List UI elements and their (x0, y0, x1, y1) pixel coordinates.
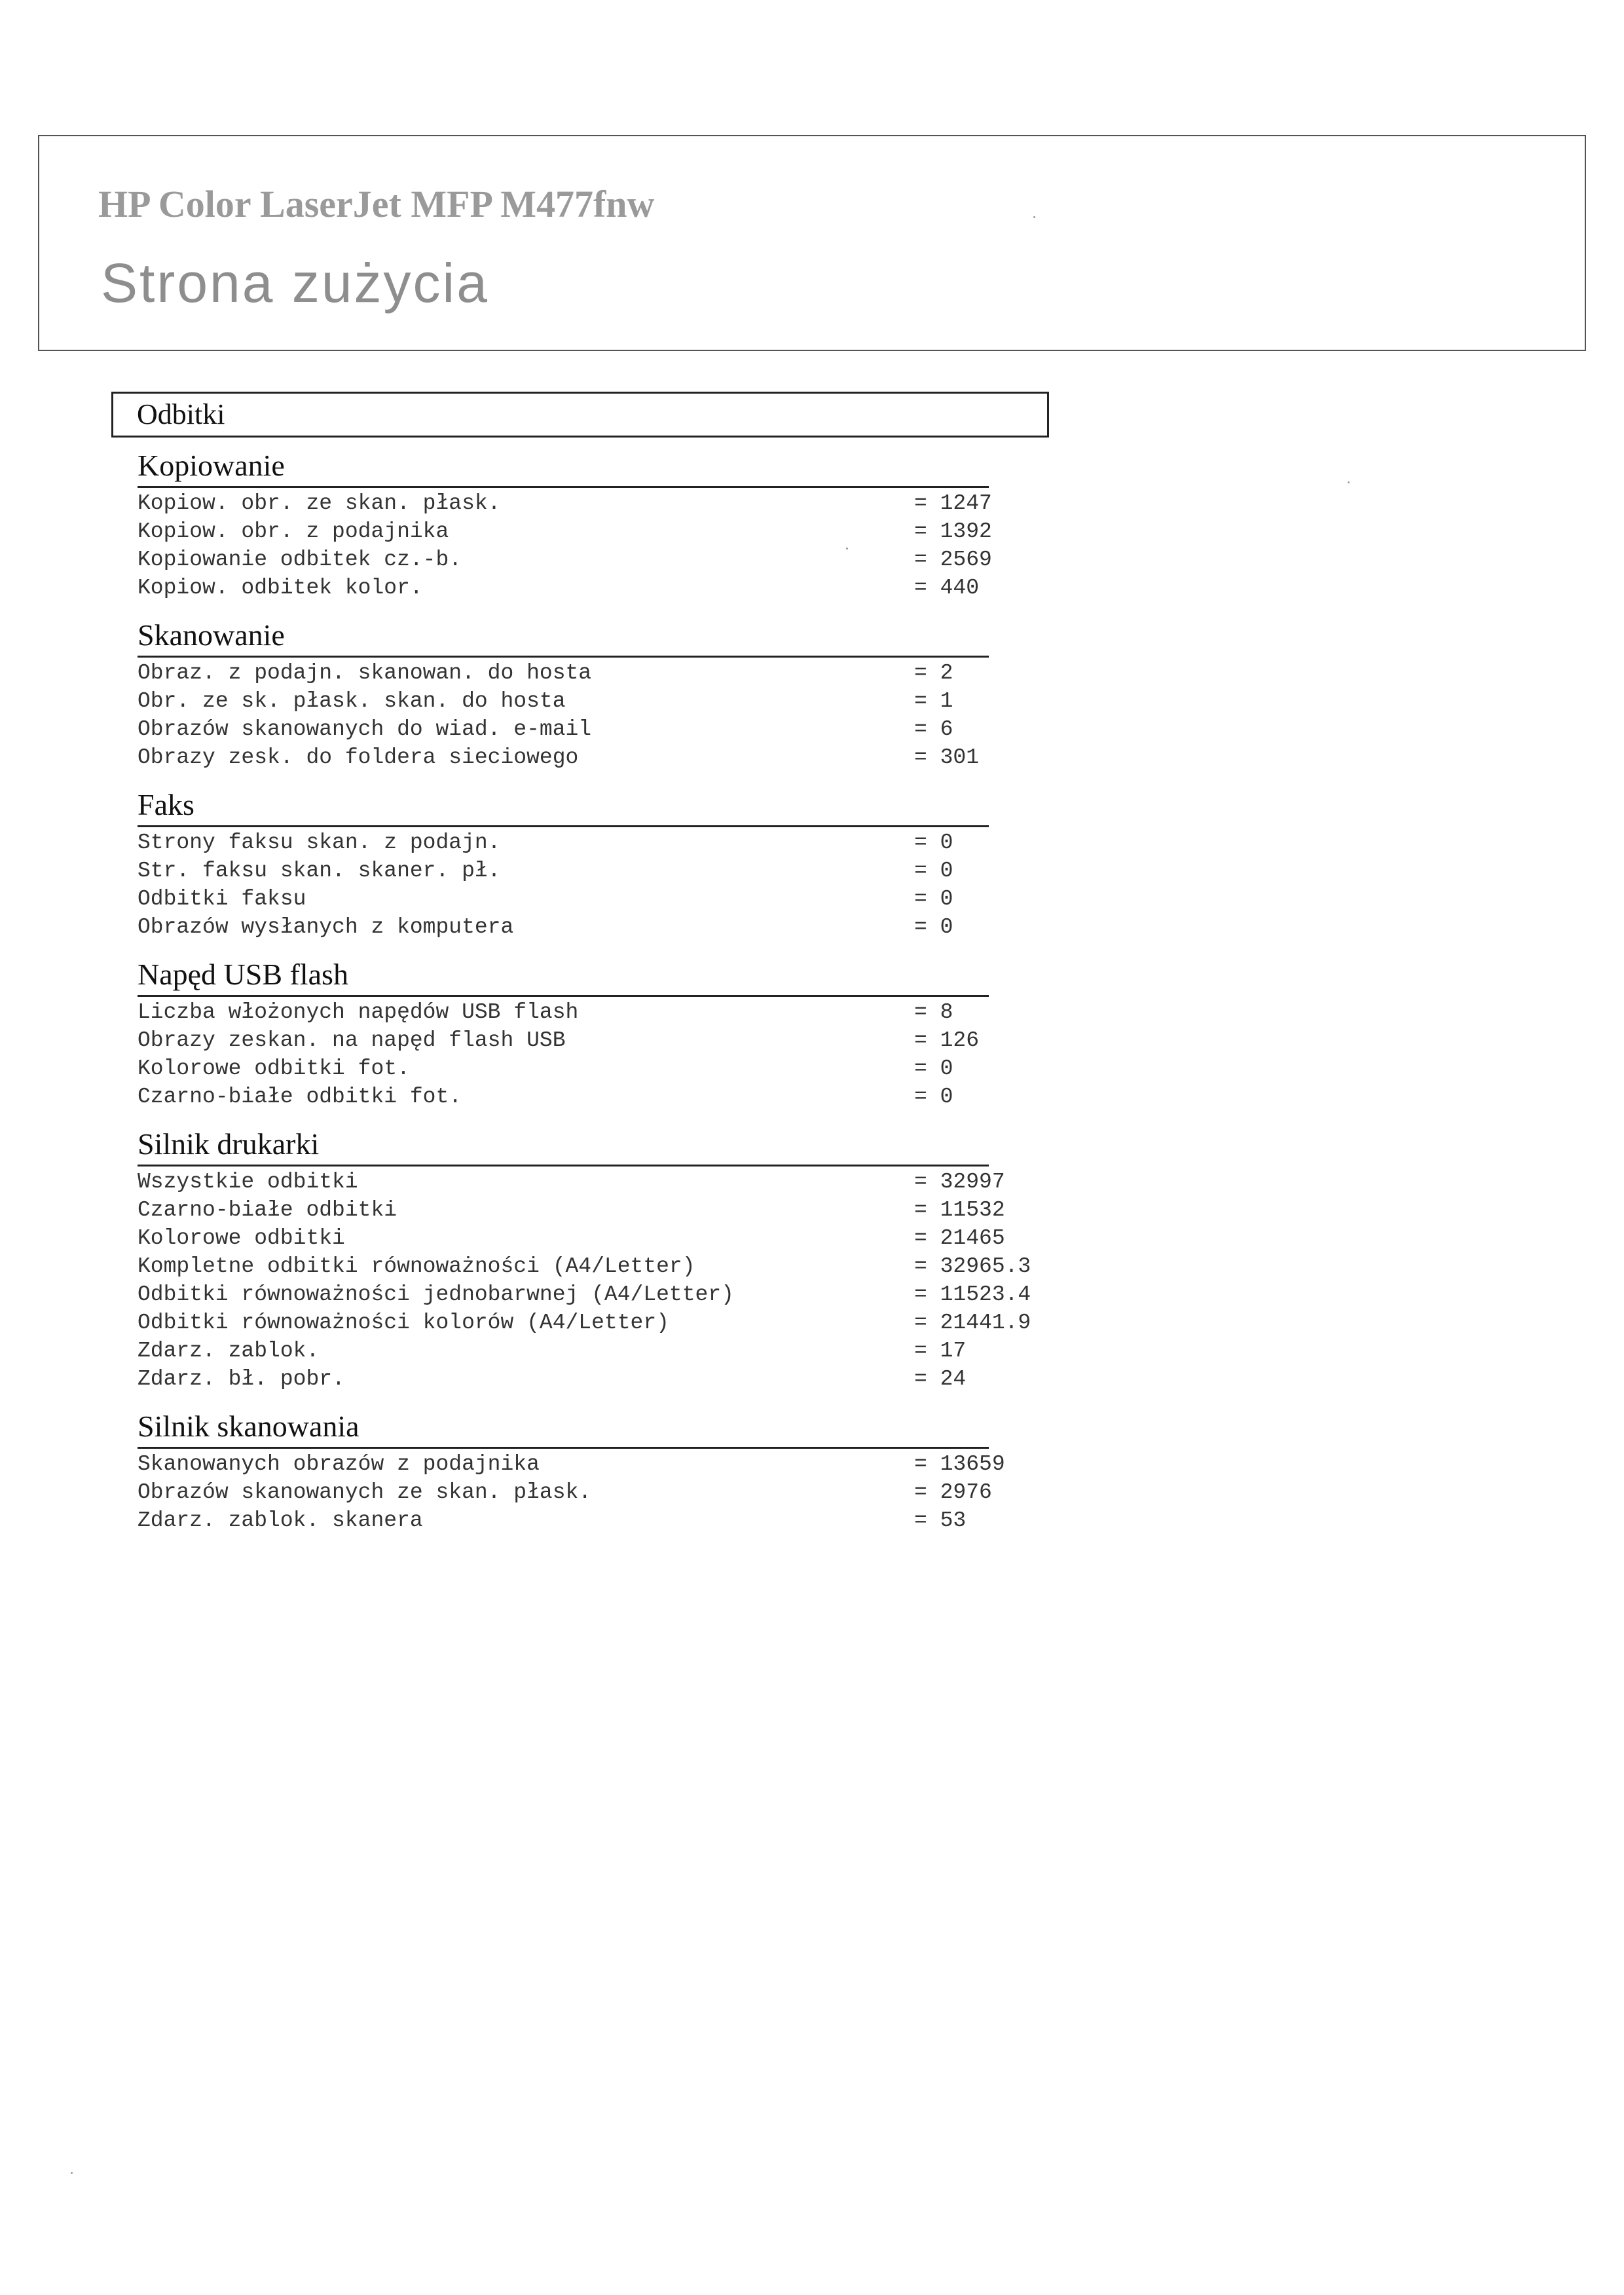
row-label: Obrazy zeskan. na napęd flash USB (138, 1028, 566, 1053)
row-value: = 1392 (914, 519, 992, 544)
row-value: = 0 (914, 887, 953, 911)
row-label: Str. faksu skan. skaner. pł. (138, 859, 501, 883)
scan-speck (1348, 481, 1350, 483)
row-label: Obrazów wysłanych z komputera (138, 915, 514, 939)
row-label: Kopiowanie odbitek cz.-b. (138, 548, 462, 572)
table-row (138, 1450, 1005, 1478)
row-label: Kopiow. obr. ze skan. płask. (138, 491, 501, 515)
section-usb-flash (138, 956, 989, 1111)
main-section-label: Odbitki (137, 398, 225, 430)
row-label: Zdarz. bł. pobr. (138, 1367, 345, 1391)
scan-speck (71, 2172, 73, 2174)
row-value: = 2569 (914, 548, 992, 572)
row-value: = 21441.9 (914, 1311, 1031, 1335)
table-row (138, 687, 989, 715)
row-label: Odbitki faksu (138, 887, 306, 911)
table-row (138, 743, 989, 772)
table-row (138, 1337, 989, 1365)
row-value: = 8 (914, 1000, 953, 1024)
row-value: = 126 (914, 1028, 980, 1053)
row-label: Kopiow. obr. z podajnika (138, 519, 449, 544)
row-label: Czarno-białe odbitki fot. (138, 1085, 462, 1109)
table-row (138, 829, 989, 857)
row-value: = 17 (914, 1339, 967, 1363)
table-row (138, 1309, 1031, 1337)
table-row (138, 1054, 989, 1083)
row-label: Obraz. z podajn. skanowan. do hosta (138, 661, 592, 685)
table-row (138, 715, 989, 743)
row-label: Zdarz. zablok. (138, 1339, 320, 1363)
row-value: = 0 (914, 830, 953, 855)
section-title: Kopiowanie (138, 447, 989, 488)
page-title: Strona zużycia (101, 252, 489, 314)
row-value: = 13659 (914, 1452, 1005, 1476)
row-label: Obrazów skanowanych do wiad. e-mail (138, 717, 592, 741)
table-row (138, 1026, 989, 1054)
row-label: Obrazów skanowanych ze skan. płask. (138, 1480, 592, 1504)
row-value: = 2976 (914, 1480, 992, 1504)
row-value: = 24 (914, 1367, 967, 1391)
row-label: Obrazy zesk. do foldera sieciowego (138, 745, 579, 770)
row-value: = 1 (914, 689, 953, 713)
table-row (138, 546, 992, 574)
row-label: Kolorowe odbitki fot. (138, 1056, 410, 1081)
row-value: = 0 (914, 859, 953, 883)
row-label: Obr. ze sk. płask. skan. do hosta (138, 689, 566, 713)
row-value: = 0 (914, 1056, 953, 1081)
row-label: Kopiow. odbitek kolor. (138, 576, 423, 600)
section-kopiowanie (138, 447, 992, 602)
row-label: Kolorowe odbitki (138, 1226, 345, 1250)
table-row (138, 1168, 1005, 1196)
main-section-box (111, 392, 1049, 438)
section-title: Skanowanie (138, 616, 989, 658)
row-label: Liczba włożonych napędów USB flash (138, 1000, 579, 1024)
section-title: Silnik skanowania (138, 1408, 989, 1449)
section-title: Faks (138, 786, 989, 827)
row-label: Odbitki równoważności kolorów (A4/Letter) (138, 1311, 669, 1335)
row-value: = 0 (914, 915, 953, 939)
section-faks (138, 786, 989, 941)
row-value: = 32997 (914, 1170, 1005, 1194)
table-row (138, 1365, 989, 1393)
row-value: = 2 (914, 661, 953, 685)
section-silnik-skanowania (138, 1408, 1005, 1535)
table-row (138, 517, 992, 546)
table-row (138, 1280, 1031, 1309)
table-row (138, 857, 989, 885)
scan-speck (846, 548, 848, 550)
section-title: Napęd USB flash (138, 956, 989, 997)
table-row (138, 1224, 1005, 1252)
scan-speck (1033, 216, 1035, 218)
row-value: = 53 (914, 1508, 967, 1533)
row-label: Odbitki równoważności jednobarwnej (A4/Letter) (138, 1282, 734, 1307)
table-row (138, 1252, 1031, 1280)
table-row (138, 885, 989, 913)
row-value: = 21465 (914, 1226, 1005, 1250)
row-label: Skanowanych obrazów z podajnika (138, 1452, 540, 1476)
row-value: = 6 (914, 717, 953, 741)
row-value: = 1247 (914, 491, 992, 515)
row-value: = 11523.4 (914, 1282, 1031, 1307)
row-label: Kompletne odbitki równoważności (A4/Letter) (138, 1254, 695, 1278)
row-value: = 301 (914, 745, 980, 770)
table-row (138, 998, 989, 1026)
row-label: Wszystkie odbitki (138, 1170, 358, 1194)
table-row (138, 1083, 989, 1111)
row-label: Czarno-białe odbitki (138, 1198, 397, 1222)
row-label: Strony faksu skan. z podajn. (138, 830, 501, 855)
table-row (138, 1506, 989, 1535)
table-row (138, 1196, 1005, 1224)
table-row (138, 913, 989, 941)
usage-content (138, 447, 1031, 1549)
row-value: = 11532 (914, 1198, 1005, 1222)
section-skanowanie (138, 616, 989, 772)
table-row (138, 489, 992, 517)
row-label: Zdarz. zablok. skanera (138, 1508, 423, 1533)
table-row (138, 659, 989, 687)
row-value: = 0 (914, 1085, 953, 1109)
row-value: = 32965.3 (914, 1254, 1031, 1278)
section-silnik-drukarki (138, 1125, 1031, 1393)
section-title: Silnik drukarki (138, 1125, 989, 1166)
printer-model: HP Color LaserJet MFP M477fnw (98, 183, 655, 225)
table-row (138, 574, 989, 602)
table-row (138, 1478, 992, 1506)
header-box (38, 135, 1586, 351)
row-value: = 440 (914, 576, 980, 600)
